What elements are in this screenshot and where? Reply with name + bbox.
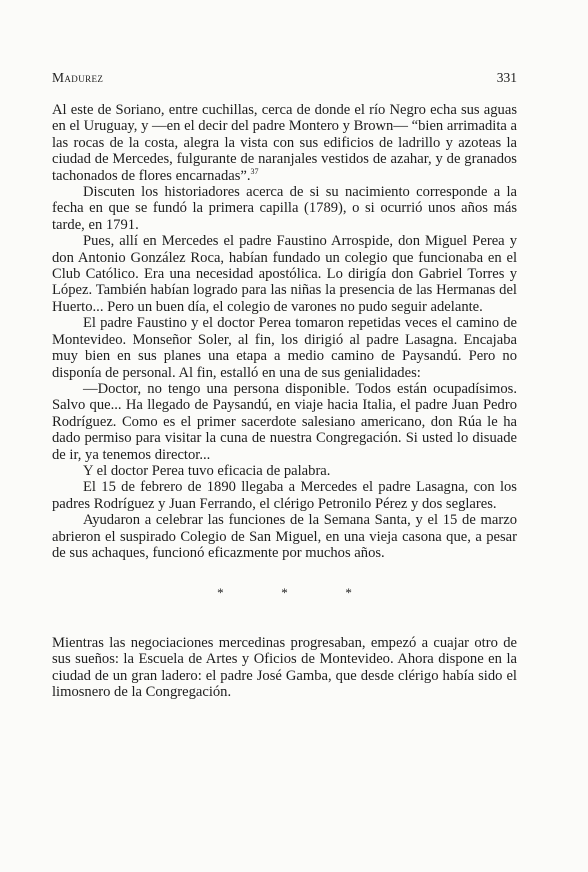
body-text [52,102,517,700]
separator-asterisk: * [345,585,352,601]
page-number: 331 [496,70,517,85]
section-separator [52,585,517,601]
paragraph-6: Y el doctor Perea tuvo eficacia de palabra. [83,462,331,479]
dialogue-paragraph: —Doctor, no tengo una persona disponible. Todos están ocupadísimos. Salvo que... Ha llegado de Paysandú, en viaje hacia Italia, el padre Juan Pedro Rodríguez. Como es el primer sacerdote salesiano americano, don Rúa le ha dado permiso para visitar la cuna de nuestra Congregación. Si usted lo disuade de ir, ya tenemos director... [52,380,517,463]
paragraph-4: El padre Faustino y el doctor Perea tomaron repetidas veces el camino de Montevideo. Monseñor Soler, al fin, los dirigió al padre Lasagna. Encajaba muy bien en sus planes una etapa a medio camino de Paysandú. Pero no disponía de personal. Al fin, estalló en una de sus genialidades: [52,315,517,381]
page-header [52,70,517,86]
separator-asterisk: * [217,585,224,601]
paragraph-7: El 15 de febrero de 1890 llegaba a Mercedes el padre Lasagna, con los padres Rodríguez y Juan Ferrando, el clérigo Petronilo Pérez y dos seglares. [52,479,517,512]
paragraph-2: Discuten los historiadores acerca de si su nacimiento corresponde a la fecha en que se fundó la primera capilla (1789), o si ocurrió unos años más tarde, en 1791. [52,184,517,233]
footnote-marker: 37 [250,166,259,176]
running-head: Madurez [52,70,104,85]
paragraph-1-text: Al este de Soriano, entre cuchillas, cerca de donde el río Negro echa sus aguas en el Uruguay, y —en el decir del padre Montero y Brown— “bien arrimadita a las rocas de la costa, alegra la vista con sus edificios de ladrillo y azoteas la ciudad de Mercedes, fulgurante de naranjales vestidos de azahar, y de granados tachonados de flores encarnadas”. [52,102,517,184]
final-paragraph: Mientras las negociaciones mercedinas progresaban, empezó a cuajar otro de sus sueños: la Escuela de Artes y Oficios de Montevideo. Ahora dispone en la ciudad de un gran ladero: el padre José Gamba, que desde clérigo había sido el limosnero de la Congregación. [52,634,517,700]
paragraph-3: Pues, allí en Mercedes el padre Faustino Arrospide, don Miguel Perea y don Antonio González Roca, habían fundado un colegio que funcionaba en el Club Católico. Era una necesidad apostólica. Lo dirigía don Gabriel Torres y López. También habían logrado para las niñas la presencia de las Hermanas del Huerto... Pero un buen día, el colegio de varones no pudo seguir adelante. [52,233,517,315]
separator-asterisk: * [281,585,288,601]
paragraph-1 [52,102,517,184]
paragraph-8: Ayudaron a celebrar las funciones de la Semana Santa, y el 15 de marzo abrieron el suspirado Colegio de San Miguel, en una vieja casona que, a pesar de sus achaques, funcionó eficazmente por muchos años. [52,512,517,561]
